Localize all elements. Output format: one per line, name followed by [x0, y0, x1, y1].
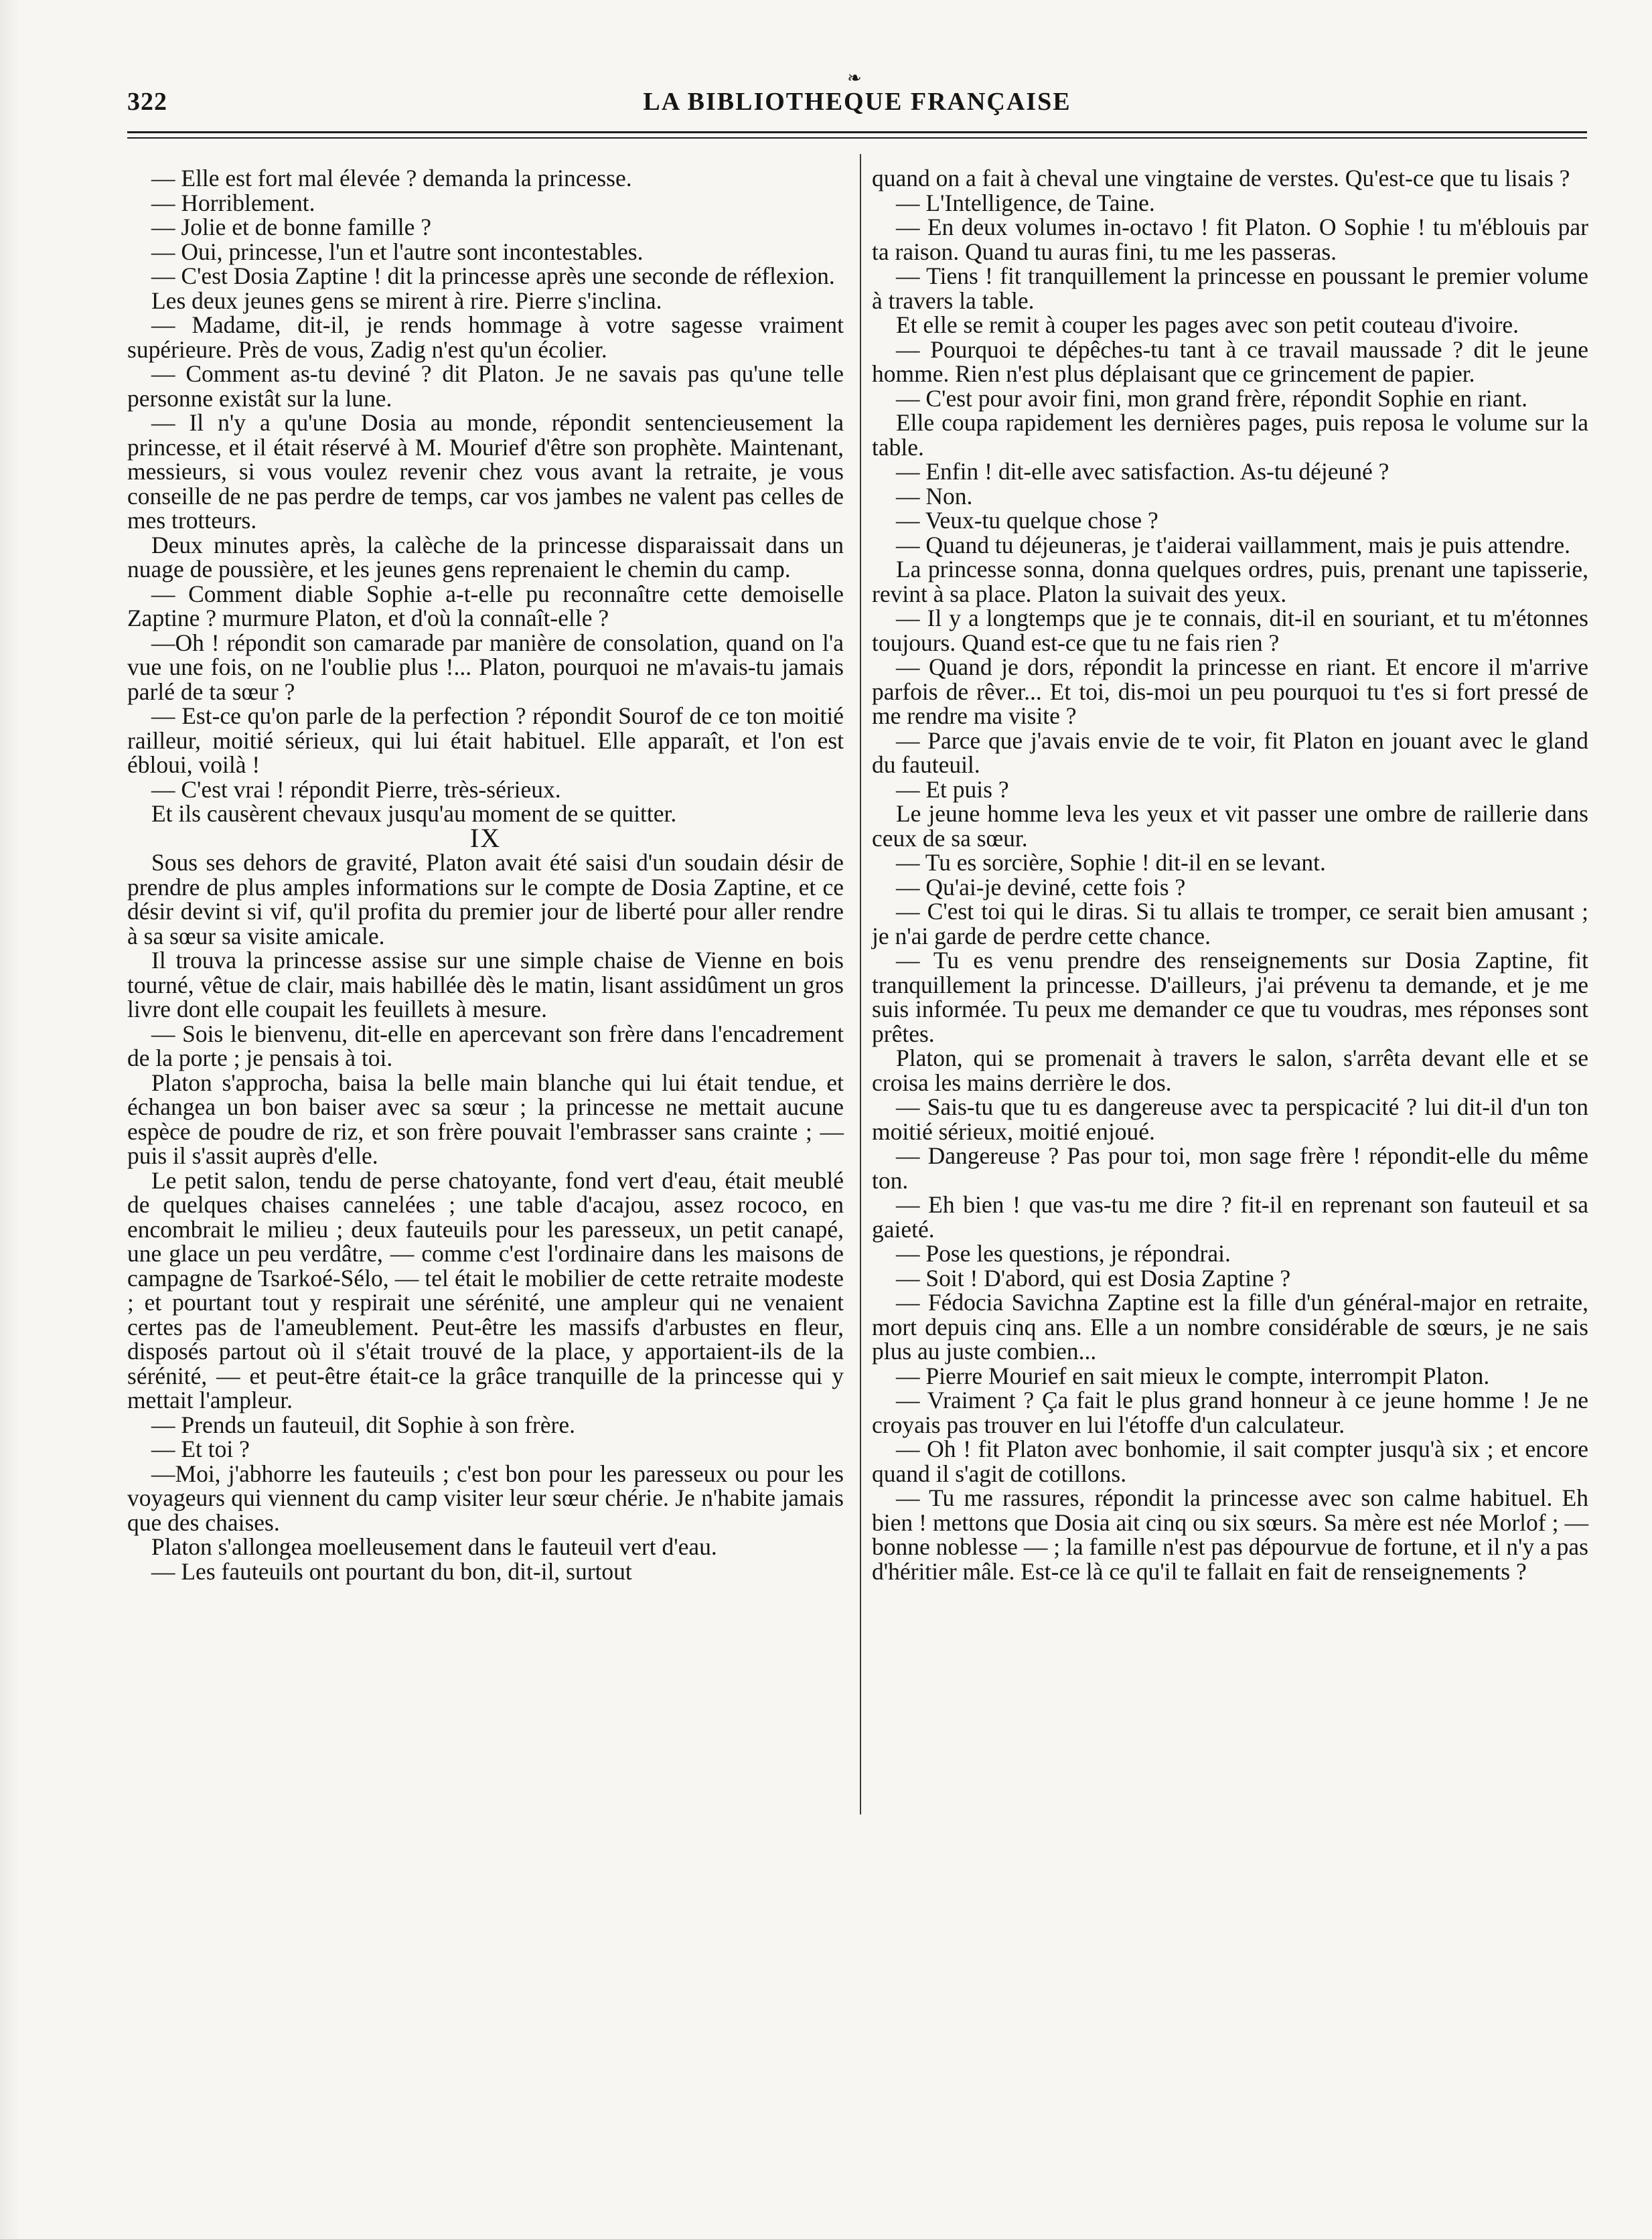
- paragraph: Deux minutes après, la calèche de la princesse disparaissait dans un nuage de poussière, et les jeunes gens reprenaient le chemin du camp.: [127, 531, 844, 583]
- header-ornament: ❧: [847, 68, 862, 88]
- paragraph: Platon, qui se promenait à travers le salon, s'arrêta devant elle et se croisa les mains derrière le dos.: [872, 1045, 1588, 1096]
- paragraph: — Comment as-tu deviné ? dit Platon. Je ne savais pas qu'une telle personne existât sur la lune.: [127, 360, 844, 412]
- paragraph: — Madame, dit-il, je rends hommage à votre sagesse vraiment supérieure. Près de vous, Zadig n'est qu'un écolier.: [127, 311, 844, 363]
- paragraph: Elle coupa rapidement les dernières pages, puis reposa le volume sur la table.: [872, 409, 1588, 461]
- left-column-text-before: [127, 166, 844, 826]
- paragraph: — C'est Dosia Zaptine ! dit la princesse après une seconde de réflexion.: [151, 262, 835, 289]
- paragraph: Platon s'approcha, baisa la belle main blanche qui lui était tendue, et échangea un bon baiser avec sa sœur ; la princesse ne mettait aucune espèce de poudre de riz, et son frère pouvait l'embrasser sans crainte ; — puis il s'assit auprès d'elle.: [127, 1069, 844, 1169]
- paragraph: Sous ses dehors de gravité, Platon avait été saisi d'un soudain désir de prendre de plus amples informations sur le compte de Dosia Zaptine, et ce désir devint si vif, qu'il profita du premier jour de liberté pour aller rendre à sa sœur sa visite amicale.: [127, 849, 844, 949]
- paragraph: — Il y a longtemps que je te connais, dit-il en souriant, et tu m'étonnes toujours. Quand est-ce que tu ne fais rien ?: [872, 605, 1588, 656]
- paragraph: Et ils causèrent chevaux jusqu'au moment de se quitter.: [151, 800, 677, 827]
- scan-edge: [0, 0, 20, 2239]
- paragraph: Et elle se remit à couper les pages avec son petit couteau d'ivoire.: [896, 311, 1519, 338]
- paragraph: — Est-ce qu'on parle de la perfection ? répondit Sourof de ce ton moitié railleur, moitié sérieux, qui lui était habituel. Elle apparaît, et l'on est ébloui, voilà !: [127, 702, 844, 778]
- right-column-text: [872, 166, 1588, 1584]
- paragraph: — L'Intelligence, de Taine.: [896, 189, 1155, 216]
- header-rule-top: [127, 131, 1587, 133]
- paragraph: La princesse sonna, donna quelques ordres, puis, prenant une tapisserie, revint à sa place. Platon la suivait des yeux.: [872, 556, 1588, 607]
- paragraph: — Eh bien ! que vas-tu me dire ? fit-il en reprenant son fauteuil et sa gaieté.: [872, 1191, 1588, 1243]
- paragraph: — Oh ! fit Platon avec bonhomie, il sait compter jusqu'à six ; et encore quand il s'agit de cotillons.: [872, 1436, 1588, 1487]
- paragraph: — Et puis ?: [896, 775, 1009, 803]
- paragraph: — Enfin ! dit-elle avec satisfaction. As-tu déjeuné ?: [896, 458, 1390, 485]
- paragraph: — Jolie et de bonne famille ?: [151, 214, 431, 240]
- paragraph: — Elle est fort mal élevée ? demanda la princesse.: [151, 165, 632, 191]
- paragraph: — Prends un fauteuil, dit Sophie à son frère.: [151, 1411, 575, 1438]
- paragraph: — Et toi ?: [151, 1436, 250, 1462]
- paragraph: — Vraiment ? Ça fait le plus grand honneur à ce jeune homme ! Je ne croyais pas trouver en lui l'étoffe d'un calculateur.: [872, 1387, 1588, 1438]
- paragraph: — Veux-tu quelque chose ?: [896, 507, 1158, 534]
- paragraph: — Comment diable Sophie a-t-elle pu reconnaître cette demoiselle Zaptine ? murmure Platon, et d'où la connaît-elle ?: [127, 580, 844, 631]
- paragraph: — Pose les questions, je répondrai.: [896, 1240, 1231, 1267]
- paragraph: — C'est toi qui le diras. Si tu allais te tromper, ce serait bien amusant ; je n'ai garde de perdre cette chance.: [872, 898, 1588, 949]
- paragraph: — Sois le bienvenu, dit-elle en apercevant son frère dans l'encadrement de la porte ; je pensais à toi.: [127, 1020, 844, 1071]
- paragraph: —Moi, j'abhorre les fauteuils ; c'est bon pour les paresseux ou pour les voyageurs qui viennent du camp visiter leur sœur chérie. Je n'habite jamais que des chaises.: [127, 1460, 844, 1536]
- paragraph: — Il n'y a qu'une Dosia au monde, répondit sentencieusement la princesse, et il était réservé à M. Mourief d'être son prophète. Maintenant, messieurs, si vous voulez revenir chez vous avant la retraite, je vous conseille de ne pas perdre de temps, car vos jambes ne valent pas celles de mes trotteurs.: [127, 409, 844, 534]
- chapter-heading: IX: [469, 822, 502, 853]
- paragraph: Le petit salon, tendu de perse chatoyante, fond vert d'eau, était meublé de quelques chaises cannelées ; une table d'acajou, assez rococo, en encombrait le milieu ; deux fauteuils pour les paresseux, un petit canapé, une glace un peu verdâtre, — comme c'est l'ordinaire dans les maisons de campagne de Tsarkoé-Sélo, — tel était le mobilier de cette retraite modeste ; et pourtant tout y respirait une sérénité, une ampleur qui ne venaient certes pas de l'ameublement. Peut-être les massifs d'arbustes en fleur, disposés partout où il s'était trouvé de la place, y apportaient-ils de la sérénité, — et peut-être était-ce la grâce tranquille de la princesse qui y mettait l'ampleur.: [127, 1166, 844, 1413]
- paragraph: — Oui, princesse, l'un et l'autre sont incontestables.: [151, 238, 644, 265]
- right-column: [872, 166, 1588, 1584]
- left-column-text-after: [127, 850, 844, 1584]
- header-rule-bottom: [127, 137, 1587, 139]
- paragraph: — Tu es venu prendre des renseignements sur Dosia Zaptine, fit tranquillement la princesse. D'ailleurs, j'ai prévenu ta demande, et je me suis informée. Tu peux me demander ce que tu voudras, mes réponses sont prêtes.: [872, 947, 1588, 1047]
- paragraph: — Horriblement.: [151, 189, 315, 216]
- paragraph: — Sais-tu que tu es dangereuse avec ta perspicacité ? lui dit-il d'un ton moitié sérieux, moitié enjoué.: [872, 1093, 1588, 1145]
- paragraph: — Quand je dors, répondit la princesse en riant. Et encore il m'arrive parfois de rêver... Et toi, dis-moi un peu pourquoi tu t'es si fort pressé de me rendre ma visite ?: [872, 653, 1588, 729]
- paragraph: — Les fauteuils ont pourtant du bon, dit-il, surtout: [151, 1557, 632, 1585]
- paragraph: — C'est pour avoir fini, mon grand frère, répondit Sophie en riant.: [896, 384, 1527, 412]
- paragraph: Platon s'allongea moelleusement dans le fauteuil vert d'eau.: [151, 1533, 717, 1560]
- paragraph: Le jeune homme leva les yeux et vit passer une ombre de raillerie dans ceux de sa sœur.: [872, 800, 1588, 852]
- running-title: LA BIBLIOTHEQUE FRANÇAISE: [643, 88, 1071, 116]
- paragraph: — Parce que j'avais envie de te voir, fit Platon en jouant avec le gland du fauteuil.: [872, 726, 1588, 778]
- paragraph: Les deux jeunes gens se mirent à rire. Pierre s'inclina.: [151, 287, 662, 314]
- paragraph: — Fédocia Savichna Zaptine est la fille d'un général-major en retraite, mort depuis cinq ans. Elle a un nombre considérable de sœurs, je ne sais plus au juste combien...: [872, 1289, 1588, 1365]
- paragraph: — En deux volumes in-octavo ! fit Platon. O Sophie ! tu m'éblouis par ta raison. Quand tu auras fini, tu me les passeras.: [872, 214, 1588, 265]
- paragraph: — Tiens ! fit tranquillement la princesse en poussant le premier volume à travers la table.: [872, 262, 1588, 314]
- paragraph: — Dangereuse ? Pas pour toi, mon sage frère ! répondit-elle du même ton.: [872, 1142, 1588, 1194]
- paragraph: — Tu me rassures, répondit la princesse avec son calme habituel. Eh bien ! mettons que Dosia ait cinq ou six sœurs. Sa mère est née Morlof ; — bonne noblesse — ; la famille n'est pas dépourvue de fortune, et il n'y a pas d'héritier mâle. Est-ce là ce qu'il te fallait en fait de renseignements ?: [872, 1484, 1588, 1585]
- paragraph: — Qu'ai-je deviné, cette fois ?: [896, 873, 1186, 901]
- page-header: [127, 68, 1587, 119]
- paragraph: — Tu es sorcière, Sophie ! dit-il en se levant.: [896, 849, 1326, 876]
- paragraph: — Pourquoi te dépêches-tu tant à ce travail maussade ? dit le jeune homme. Rien n'est plus déplaisant que ce grincement de papier.: [872, 335, 1588, 387]
- paragraph: —Oh ! répondit son camarade par manière de consolation, quand on l'a vue une fois, on ne l'oublie plus !... Platon, pourquoi ne m'avais-tu jamais parlé de ta sœur ?: [127, 629, 844, 705]
- page-number: 322: [127, 88, 167, 116]
- left-column: [127, 166, 844, 1584]
- paragraph: — Quand tu déjeuneras, je t'aiderai vaillamment, mais je puis attendre.: [896, 531, 1570, 558]
- paragraph: — Soit ! D'abord, qui est Dosia Zaptine ?: [896, 1264, 1291, 1292]
- paragraph: — C'est vrai ! répondit Pierre, très-sérieux.: [151, 775, 561, 803]
- column-divider: [860, 154, 861, 1815]
- paragraph: quand on a fait à cheval une vingtaine de verstes. Qu'est-ce que tu lisais ?: [872, 165, 1570, 191]
- paragraph: — Non.: [896, 482, 973, 510]
- paragraph: Il trouva la princesse assise sur une simple chaise de Vienne en bois tourné, vêtue de clair, mais habillée dès le matin, lisant assidûment un gros livre dont elle coupait les feuillets à mesure.: [127, 947, 844, 1022]
- paragraph: — Pierre Mourief en sait mieux le compte, interrompit Platon.: [896, 1362, 1490, 1389]
